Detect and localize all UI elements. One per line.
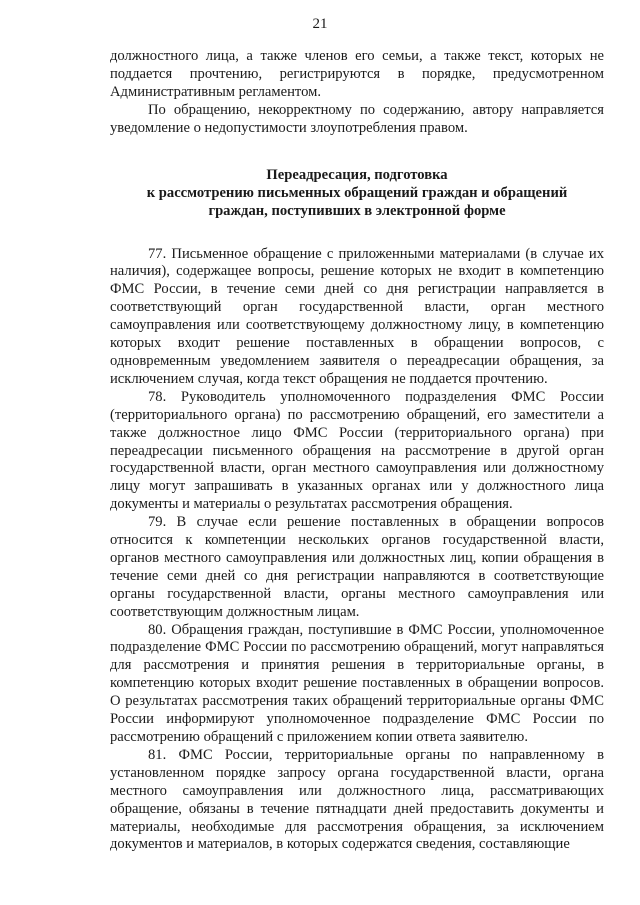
section-title-line: Переадресация, подготовка — [266, 166, 448, 183]
paragraph-78: 78. Руководитель уполномоченного подразделения ФМС России (территориального органа) по рассмотрению обращений, его заместители а также должностное лицо ФМС России (территориального органа) при переадресации письменного обращения на рассмотрение в другой орган государственной власти, орган местного самоуправления или должностному лицу могут запрашивать в указанных органах или у должностного лица документы и материалы о результатах рассмотрения обращения. — [110, 388, 604, 513]
page-content — [110, 48, 604, 854]
paragraph-continuation: должностного лица, а также членов его семьи, а также текст, которых не поддается прочтению, регистрируются в порядке, предусмотренном Административным регламентом. — [110, 48, 604, 100]
section-title — [110, 166, 604, 220]
paragraph-81: 81. ФМС России, территориальные органы по направленному в установленном порядке запросу органа государственной власти, органа местного самоуправления или должностного лица, рассматривающих обращение, обязаны в течение пятнадцати дней предоставить документы и материалы, необходимые для рассмотрения обращения, за исключением документов и материалов, в которых содержатся сведения, составляющие — [110, 746, 604, 853]
section-title-line: граждан, поступивших в электронной форме — [208, 202, 506, 219]
paragraph-80: 80. Обращения граждан, поступившие в ФМС России, уполномоченное подразделение ФМС России по рассмотрению обращений, могут направляться для рассмотрения и принятия решения в территориальные органы, в компетенцию которых входит решение поставленных в обращении вопросов. О результатах рассмотрения таких обращений территориальные органы ФМС России информируют уполномоченное подразделение ФМС России по рассмотрению обращений с приложением копии ответа заявителю. — [110, 621, 604, 745]
section-title-line: к рассмотрению письменных обращений граждан и обращений — [146, 184, 568, 201]
paragraph: По обращению, некорректному по содержанию, автору направляется уведомление о недопустимости злоупотребления правом. — [110, 101, 604, 136]
page-number: 21 — [312, 16, 328, 32]
paragraph-79: 79. В случае если решение поставленных в обращении вопросов относится к компетенции нескольких органов государственной власти, органов местного самоуправления или должностных лиц, копии обращения в течение семи дней со дня регистрации направляются в соответствующие органы государственной власти, органы местного самоуправления или соответствующим должностным лицам. — [110, 514, 604, 620]
paragraph-77: 77. Письменное обращение с приложенными материалами (в случае их наличия), содержащее вопросы, решение которых не входит в компетенцию ФМС России, в течение семи дней со дня регистрации направляется в соответствующий орган государственной власти, орган местного самоуправления или соответствующему должностному лицу, в компетенцию которых входит решение поставленных в обращении вопросов, с одновременным уведомлением заявителя о переадресации обращения, за исключением случая, когда текст обращения не поддается прочтению. — [110, 245, 604, 387]
